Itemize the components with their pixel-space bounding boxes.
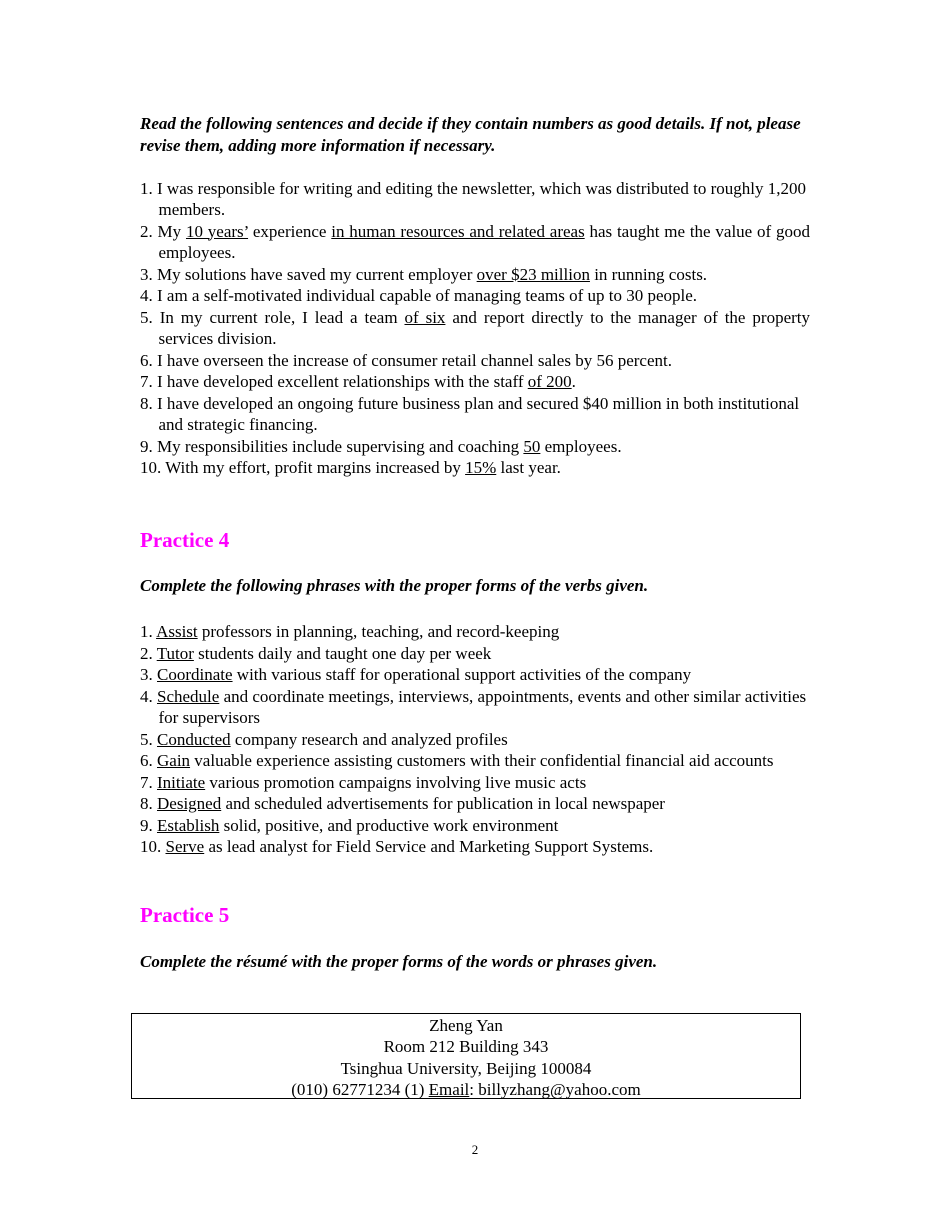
item-number: 1. <box>140 178 153 198</box>
underlined-phrase: Initiate <box>157 772 206 792</box>
item-text: My solutions have saved my current employer <box>152 264 477 284</box>
underlined-phrase: over $23 million <box>476 264 590 284</box>
item-number: 6. <box>140 350 153 370</box>
practice4-instruction: Complete the following phrases with the proper forms of the verbs given. <box>140 575 649 595</box>
item-text: students daily and taught one day per week <box>193 643 492 663</box>
item-text: I was responsible for writing and editing the newsletter, which was distributed to roughly 1,200 members. <box>152 178 806 219</box>
item-text: professors in planning, teaching, and record-keeping <box>197 622 560 641</box>
underlined-phrase: Conducted <box>157 729 231 749</box>
sentence-item-2 <box>140 221 810 264</box>
phrase-item-10 <box>140 836 810 858</box>
item-text: experience <box>248 221 332 241</box>
resume-address-line1: Room 212 Building 343 <box>383 1037 549 1057</box>
section3-instruction: Read the following sentences and decide if they contain numbers as good details. If not, please revise them, adding more information if necessary. <box>140 114 801 155</box>
item-number: 1. <box>140 622 153 641</box>
item-text: . <box>571 372 576 391</box>
item-text: My responsibilities include supervising and coaching <box>152 436 524 456</box>
item-text: has taught me the value of good employees. <box>158 221 810 262</box>
underlined-phrase: 10 years’ <box>185 221 249 241</box>
sentence-item-6 <box>140 350 810 372</box>
item-number: 8. <box>140 393 153 413</box>
item-text: and scheduled advertisements for publication in local newspaper <box>221 794 665 813</box>
resume-email-label: Email <box>428 1080 470 1100</box>
underlined-phrase: 15% <box>465 458 497 477</box>
phrase-item-4 <box>140 686 810 729</box>
resume-name: Zheng Yan <box>429 1016 503 1035</box>
sentence-item-10 <box>140 457 810 479</box>
sentence-item-1 <box>140 178 810 221</box>
item-text: My <box>152 221 186 241</box>
item-number: 2. <box>140 643 153 663</box>
item-text: valuable experience assisting customers with their confidential financial aid accounts <box>190 751 774 770</box>
item-text: I have overseen the increase of consumer retail channel sales by 56 percent. <box>152 350 672 370</box>
item-number: 3. <box>140 665 153 684</box>
page-number: 2 <box>471 1142 479 1157</box>
resume-email: : billyzhang@yahoo.com <box>469 1080 641 1100</box>
item-number: 7. <box>140 772 153 792</box>
underlined-phrase: 50 <box>523 436 541 456</box>
phrase-item-8 <box>140 793 810 815</box>
item-text: various promotion campaigns involving live music acts <box>205 772 587 792</box>
item-number: 9. <box>140 436 153 456</box>
underlined-phrase: Establish <box>157 815 220 835</box>
resume-address-line2: Tsinghua University, Beijing 100084 <box>340 1058 592 1078</box>
phrase-item-5 <box>140 729 810 751</box>
underlined-phrase: Tutor <box>156 643 194 663</box>
underlined-phrase: Schedule <box>157 686 220 706</box>
item-number: 4. <box>140 686 153 706</box>
underlined-phrase: Gain <box>157 751 191 770</box>
item-number: 6. <box>140 751 153 770</box>
item-text: as lead analyst for Field Service and Marketing Support Systems. <box>204 837 654 856</box>
practice4-heading: Practice 4 <box>140 527 230 552</box>
item-text: company research and analyzed profiles <box>230 729 508 749</box>
item-text: employees. <box>540 436 622 456</box>
phrase-item-7 <box>140 772 810 794</box>
phrase-item-6 <box>140 750 810 772</box>
underlined-phrase: Assist <box>156 622 198 641</box>
phrase-item-2 <box>140 643 810 665</box>
item-number: 3. <box>140 264 153 284</box>
underlined-phrase: of 200 <box>527 372 572 391</box>
practice4-phrase-list <box>140 621 810 858</box>
item-text: in running costs. <box>589 264 708 284</box>
underlined-phrase: in human resources and related areas <box>331 221 585 241</box>
item-number: 10. <box>140 837 162 856</box>
underlined-phrase: Serve <box>165 837 205 856</box>
item-number: 4. <box>140 286 153 305</box>
underlined-phrase: Coordinate <box>157 665 233 684</box>
item-text: I am a self-motivated individual capable of managing teams of up to 30 people. <box>152 286 698 305</box>
sentence-item-3 <box>140 264 810 286</box>
item-text: with various staff for operational support activities of the company <box>232 665 692 684</box>
resume-header-box <box>131 1013 801 1099</box>
document-page <box>140 113 810 972</box>
sentence-item-5 <box>140 307 810 350</box>
sentence-item-9 <box>140 436 810 458</box>
item-number: 5. <box>140 729 153 749</box>
sentence-item-4 <box>140 285 810 307</box>
item-text: and report directly to the manager of the property services division. <box>158 307 811 348</box>
sentence-item-8 <box>140 393 810 436</box>
item-number: 2. <box>140 221 153 241</box>
item-number: 10. <box>140 458 162 477</box>
item-text: solid, positive, and productive work environment <box>219 815 559 835</box>
phrase-item-9 <box>140 815 810 837</box>
sentence-item-7 <box>140 371 810 393</box>
phrase-item-1 <box>140 621 810 643</box>
item-number: 5. <box>140 307 153 327</box>
underlined-phrase: Designed <box>157 794 222 813</box>
item-number: 7. <box>140 372 153 391</box>
item-text: I have developed excellent relationships with the staff <box>152 372 528 391</box>
underlined-phrase: of six <box>404 307 446 327</box>
item-text: In my current role, I lead a team <box>152 307 405 327</box>
practice5-heading: Practice 5 <box>140 902 230 927</box>
item-text: last year. <box>496 458 561 477</box>
resume-contact-line <box>132 1079 800 1100</box>
item-number: 8. <box>140 794 153 813</box>
section3-sentence-list <box>140 178 810 479</box>
phrase-item-3 <box>140 664 810 686</box>
resume-phone: (010) 62771234 (1) <box>291 1080 429 1100</box>
item-number: 9. <box>140 815 153 835</box>
practice5-instruction: Complete the résumé with the proper forms of the words or phrases given. <box>140 951 658 971</box>
item-text: With my effort, profit margins increased by <box>161 458 466 477</box>
item-text: I have developed an ongoing future business plan and secured $40 million in both institutional and strategic financing. <box>152 393 800 434</box>
item-text: and coordinate meetings, interviews, appointments, events and other similar activities for supervisors <box>158 686 807 727</box>
